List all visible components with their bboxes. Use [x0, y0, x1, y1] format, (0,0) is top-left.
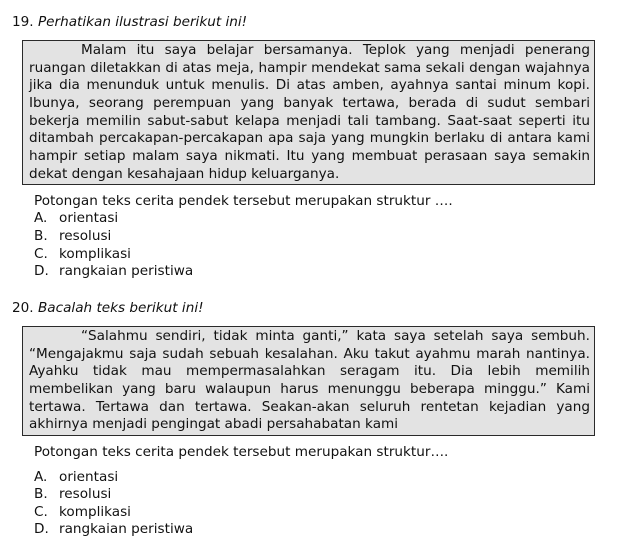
question-instruction: Perhatikan ilustrasi berikut ini!	[37, 14, 248, 30]
question-prompt: Potongan teks cerita pendek tersebut merupakan struktur….	[34, 444, 449, 460]
option-text: komplikasi	[59, 245, 131, 262]
question-prompt: Potongan teks cerita pendek tersebut merupakan struktur ….	[34, 193, 453, 209]
option-text: orientasi	[59, 469, 119, 485]
question-number: 20.	[12, 300, 34, 316]
option-letter: D.	[34, 263, 49, 280]
question-header	[12, 13, 247, 31]
answer-option-a[interactable]	[34, 469, 193, 486]
answer-options	[34, 469, 193, 539]
question-instruction: Bacalah teks berikut ini!	[37, 300, 204, 316]
answer-option-b[interactable]	[34, 486, 193, 503]
option-letter: D.	[34, 521, 49, 538]
answer-option-c[interactable]	[34, 246, 193, 264]
option-text: resolusi	[59, 486, 112, 503]
option-letter: A.	[34, 469, 48, 485]
passage-box: “Salahmu sendiri, tidak minta ganti,” kata saya setelah saya sembuh. “Mengajakmu saja sudah sebuah kesalahan. Aku takut ayahmu marah nantinya. Ayahku tidak mau mempermasalahkan seragam itu. Dia lebih memilih membelikan yang baru walaupun harus menunggu beberapa minggu.” Kami tertawa. Tertawa dan tertawa. Seakan-akan seluruh rentetan kejadian yang akhirnya menjadi pengingat abadi persahabatan kami	[22, 326, 595, 436]
option-text: rangkaian peristiwa	[59, 521, 194, 538]
question-number: 19.	[12, 14, 34, 30]
option-letter: C.	[34, 245, 48, 262]
option-text: komplikasi	[59, 503, 131, 520]
answer-option-a[interactable]	[34, 210, 193, 228]
option-text: resolusi	[59, 227, 112, 244]
passage-box: Malam itu saya belajar bersamanya. Teplok yang menjadi penerang ruangan diletakkan di atas meja, hampir mendekat sama sekali dengan wajahnya jika dia menunduk untuk menulis. Di atas amben, ayahnya santai minum kopi. Ibunya, seorang perempuan yang banyak tertawa, berada di sudut sembari bekerja memilin sabut-sabut kelapa menjadi tali tambang. Saat-saat seperti itu ditambah percakapan-percakapan apa saja yang mungkin berlaku di antara kami hampir setiap malam saya nikmati. Itu yang membuat perasaan saya semakin dekat dengan kesahajaan hidup keluarganya.	[22, 40, 595, 185]
option-letter: A.	[34, 210, 48, 226]
option-letter: B.	[34, 486, 48, 503]
answer-option-b[interactable]	[34, 228, 193, 246]
option-letter: B.	[34, 227, 48, 244]
answer-option-c[interactable]	[34, 504, 193, 521]
option-text: rangkaian peristiwa	[59, 263, 194, 280]
answer-options	[34, 210, 193, 281]
option-letter: C.	[34, 503, 48, 520]
question-header	[12, 299, 204, 317]
answer-option-d[interactable]	[34, 263, 193, 281]
answer-option-d[interactable]	[34, 521, 193, 538]
option-text: orientasi	[59, 210, 119, 226]
